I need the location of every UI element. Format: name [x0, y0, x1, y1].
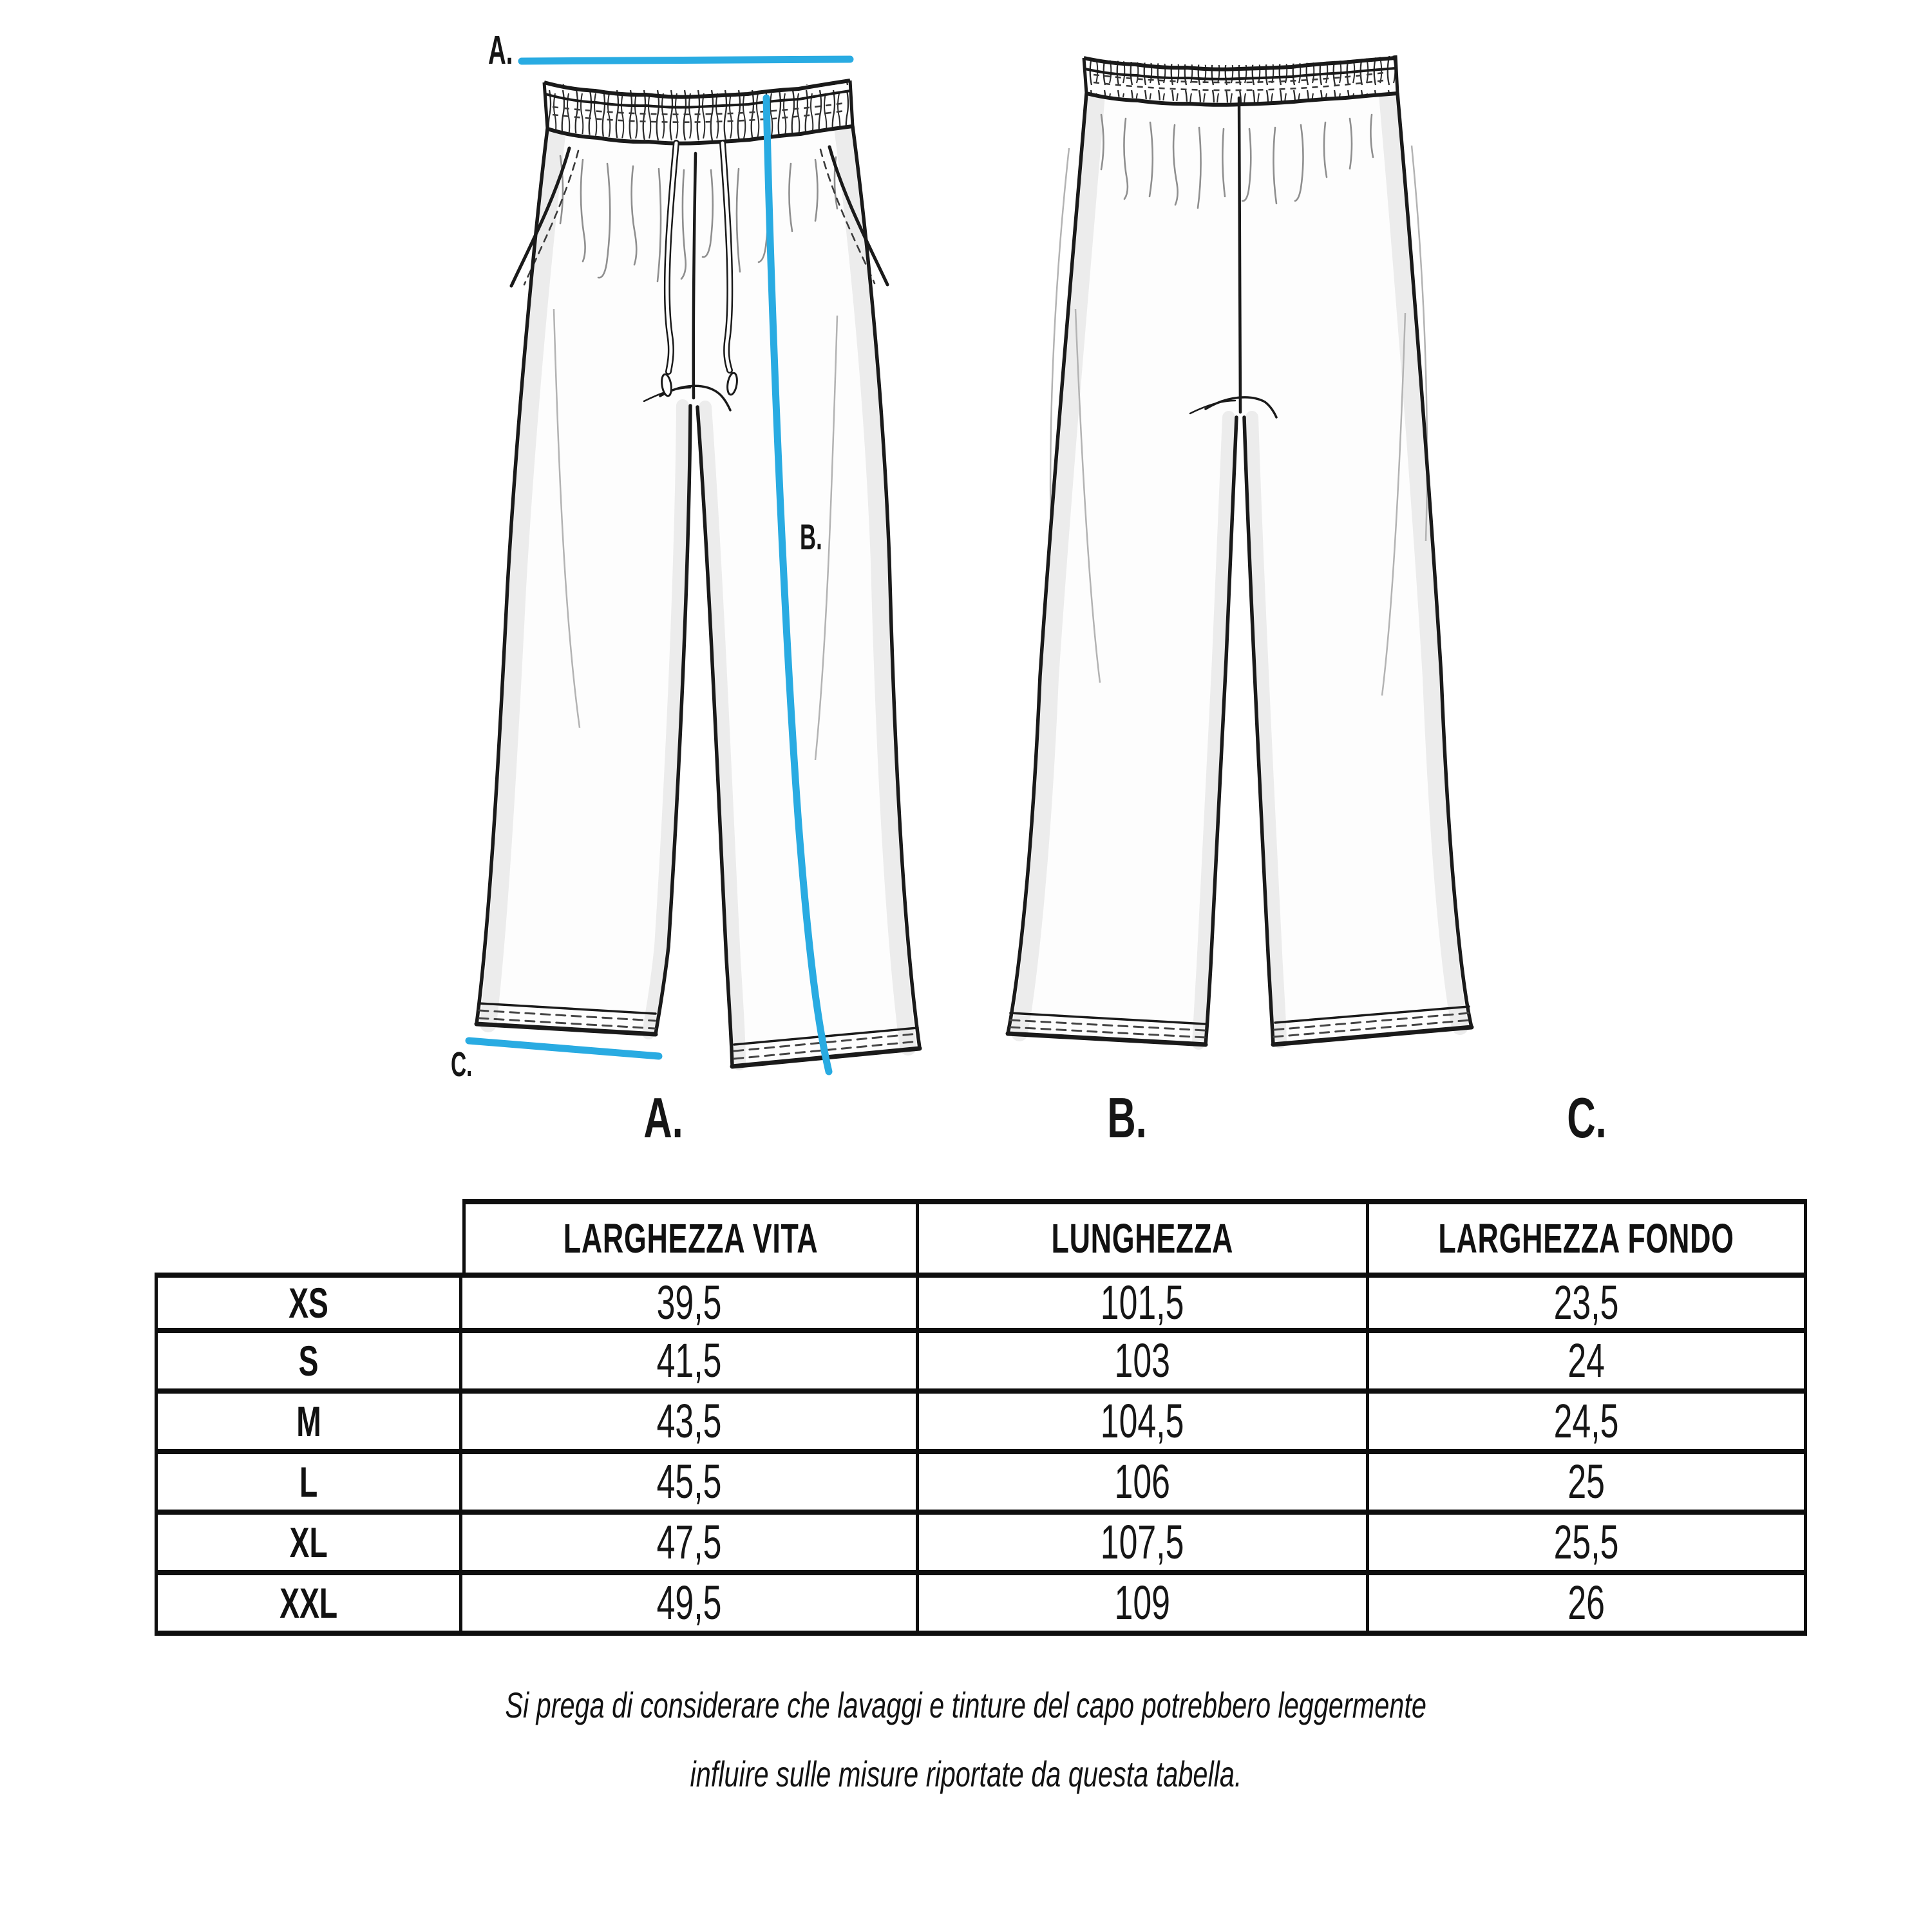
table-cell: 49,5: [462, 1575, 919, 1636]
table-corner-spacer: [155, 1199, 462, 1273]
table-cell: 41,5: [462, 1333, 919, 1394]
table-cell: 45,5: [462, 1454, 919, 1515]
size-label-s: S: [155, 1333, 462, 1394]
pants-back-drawing: [979, 32, 1501, 1114]
table-cell: 106: [919, 1454, 1369, 1515]
header-larghezza-fondo: LARGHEZZA FONDO: [1369, 1199, 1807, 1273]
table-cell: 47,5: [462, 1515, 919, 1575]
back-waistband: [1084, 55, 1397, 105]
table-cell: 103: [919, 1333, 1369, 1394]
table-cell: 26: [1369, 1575, 1807, 1636]
table-cell: 24,5: [1369, 1394, 1807, 1454]
footnote-line-1: Si prega di considerare che lavaggi e tinture del capo potrebbero leggermente: [505, 1685, 1427, 1725]
measure-label-a: A.: [488, 28, 513, 73]
pants-front-drawing: [451, 28, 960, 1114]
table-cell: 25,5: [1369, 1515, 1807, 1575]
table-cell: 39,5: [462, 1273, 919, 1333]
table-cell: 109: [919, 1575, 1369, 1636]
size-label-l: L: [155, 1454, 462, 1515]
table-cell: 43,5: [462, 1394, 919, 1454]
table-cell: 25: [1369, 1454, 1807, 1515]
column-key-c: C.: [1567, 1086, 1607, 1150]
measure-line-c: [469, 1041, 659, 1056]
table-cell: 23,5: [1369, 1273, 1807, 1333]
table-cell: 24: [1369, 1333, 1807, 1394]
size-label-m: M: [155, 1394, 462, 1454]
size-label-xl: XL: [155, 1515, 462, 1575]
table-key-row: [0, 1086, 1932, 1154]
column-key-b: B.: [1107, 1086, 1147, 1150]
measure-line-a: [522, 59, 850, 61]
table-cell: 101,5: [919, 1273, 1369, 1333]
footnote: [0, 1676, 1932, 1814]
header-larghezza-vita: LARGHEZZA VITA: [462, 1199, 919, 1273]
measure-label-c: C.: [451, 1045, 473, 1084]
table-cell: 107,5: [919, 1515, 1369, 1575]
table-cell: 104,5: [919, 1394, 1369, 1454]
size-table: [155, 1199, 1807, 1636]
measure-label-b: B.: [800, 516, 822, 557]
size-label-xs: XS: [155, 1273, 462, 1333]
footnote-line-2: influire sulle misure riportate da questa tabella.: [690, 1754, 1242, 1794]
size-label-xxl: XXL: [155, 1575, 462, 1636]
column-key-a: A.: [643, 1086, 683, 1150]
front-waistband: [544, 80, 853, 144]
header-lunghezza: LUNGHEZZA: [919, 1199, 1369, 1273]
